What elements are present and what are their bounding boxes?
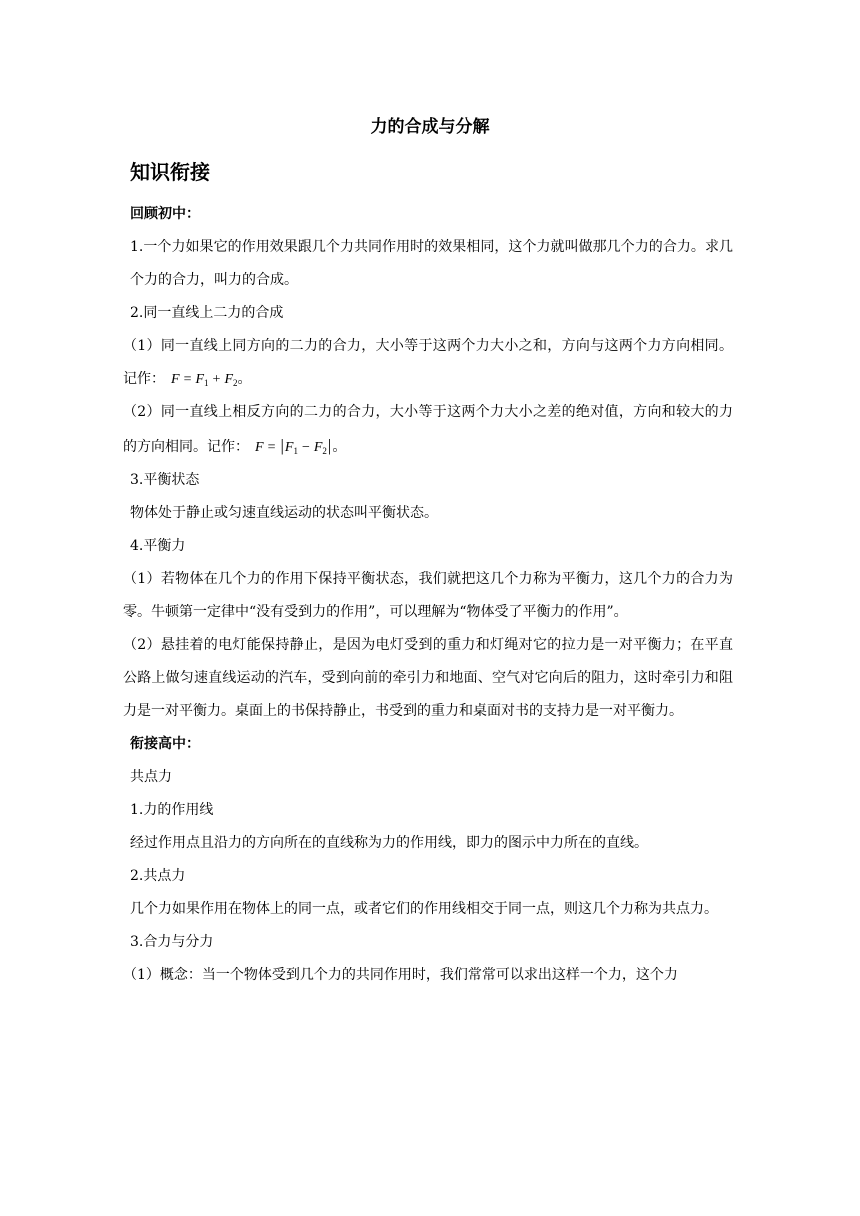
subheading-resultant-components: 3.合力与分力 — [130, 934, 214, 950]
formula-diff-sub2: 2 — [322, 446, 327, 456]
formula-sum — [171, 372, 238, 387]
same-direction-text: （1）同一直线上同方向的二力的合力，大小等于这两个力大小之和，方向与这两个力方向相同。记作： — [123, 338, 733, 387]
subheading-concurrent-forces: 共点力 — [130, 769, 172, 785]
formula-sum-lhs: F — [171, 372, 180, 387]
formula-abs-left: | — [280, 436, 284, 455]
formula-abs-right: | — [327, 436, 332, 455]
formula-difference — [255, 436, 332, 456]
section-heading: 知识衔接 — [130, 160, 210, 184]
subheading-collinear: 2.同一直线上二力的合成 — [130, 305, 284, 321]
formula-diff-sub1: 1 — [293, 446, 298, 456]
subheading-line-of-action: 1.力的作用线 — [130, 802, 214, 818]
formula-sum-term1: F — [195, 372, 205, 387]
formula-diff-minus: − — [301, 440, 310, 455]
paragraph-concurrent: 几个力如果作用在物体上的同一点，或者它们的作用线相交于同一点，则这几个力称为共点力。 — [130, 901, 718, 917]
paragraph-concept: （1）概念：当一个物体受到几个力的共同作用时，我们常常可以求出这样一个力，这个力 — [123, 967, 678, 983]
formula-sum-equals: = — [183, 372, 192, 387]
review-heading: 回顾初中： — [130, 206, 200, 222]
subheading-concurrent: 2.共点力 — [130, 868, 186, 884]
formula-diff-equals: = — [267, 440, 276, 455]
paragraph-balanced-1: （1）若物体在几个力的作用下保持平衡状态，我们就把这几个力称为平衡力，这几个力的合力为零。牛顿第一定律中“没有受到力的作用”，可以理解为“物体受了平衡力的作用”。 — [123, 571, 733, 620]
formula-sum-sub2: 2 — [233, 378, 238, 388]
paragraph-same-direction — [123, 330, 733, 396]
formula-sum-sub1: 1 — [204, 378, 209, 388]
formula-sum-plus: + — [212, 372, 221, 387]
page-title: 力的合成与分解 — [370, 117, 490, 137]
formula-diff-lhs: F — [255, 440, 264, 455]
document-body — [123, 198, 733, 992]
formula-sum-term2: F — [224, 372, 233, 387]
paragraph-line-of-action: 经过作用点且沿力的方向所在的直线称为力的作用线，即力的图示中力所在的直线。 — [130, 835, 648, 851]
link-heading: 衔接高中： — [130, 736, 200, 752]
paragraph-definition: 1.一个力如果它的作用效果跟几个力共同作用时的效果相同，这个力就叫做那几个力的合力。求几个力的合力，叫力的合成。 — [130, 239, 733, 288]
period: 。 — [237, 371, 252, 387]
paragraph-opposite-direction — [123, 396, 733, 464]
opposite-direction-text: （2）同一直线上相反方向的二力的合力，大小等于这两个力大小之差的绝对值，方向和较大的力的方向相同。记作： — [123, 404, 733, 455]
subheading-balanced-forces: 4.平衡力 — [130, 538, 186, 554]
paragraph-equilibrium: 物体处于静止或匀速直线运动的状态叫平衡状态。 — [130, 505, 438, 521]
period: 。 — [332, 439, 347, 455]
formula-diff-term1: F — [284, 440, 294, 455]
subheading-equilibrium: 3.平衡状态 — [130, 472, 200, 488]
formula-diff-term2: F — [313, 440, 323, 455]
paragraph-balanced-2: （2）悬挂着的电灯能保持静止，是因为电灯受到的重力和灯绳对它的拉力是一对平衡力；在平直公路上做匀速直线运动的汽车，受到向前的牵引力和地面、空气对它向后的阻力，这时牵引力和阻力是一对平衡力。桌面上的书保持静止，书受到的重力和桌面对书的支持力是一对平衡力。 — [123, 637, 733, 719]
